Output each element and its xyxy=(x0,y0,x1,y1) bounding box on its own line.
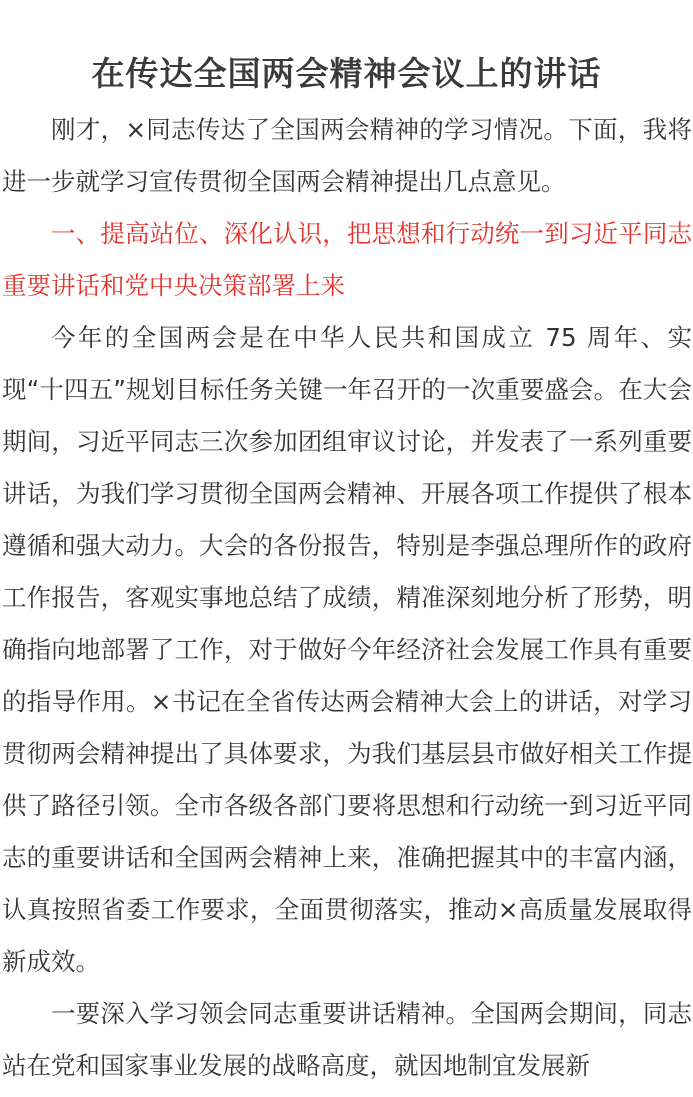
paragraph-background: 今年的全国两会是在中华人民共和国成立 75 周年、实现“十四五”规划目标任务关键一年召开的一次重要盛会。在大会期间，习近平同志三次参加团组审议讨论，并发表了一系列重要讲话，为我们学习贯彻全国两会精神、开展各项工作提供了根本遵循和强大动力。大会的各份报告，特别是李强总理所作的政府工作报告，客观实事地总结了成绩，精准深刻地分析了形势，明确指向地部署了工作，对于做好今年经济社会发展工作具有重要的指导作用。×书记在全省传达两会精神大会上的讲话，对学习贯彻两会精神提出了具体要求，为我们基层县市做好相关工作提供了路径引领。全市各级各部门要将思想和行动统一到习近平同志的重要讲话和全国两会精神上来，准确把握其中的丰富内涵，认真按照省委工作要求，全面贯彻落实，推动×高质量发展取得新成效。 xyxy=(2,323,692,976)
document-body xyxy=(2,104,692,1092)
paragraph-intro: 刚才，×同志传达了全国两会精神的学习情况。下面，我将进一步就学习宣传贯彻全国两会精神提出几点意见。 xyxy=(2,115,692,196)
section-heading-1: 一、提高站位、深化认识，把思想和行动统一到习近平同志重要讲话和党中央决策部署上来 xyxy=(2,219,692,300)
document-title: 在传达全国两会精神会议上的讲话 xyxy=(91,54,602,94)
paragraph-point-1: 一要深入学习领会同志重要讲话精神。全国两会期间，同志站在党和国家事业发展的战略高度，就因地制宜发展新 xyxy=(2,999,692,1080)
